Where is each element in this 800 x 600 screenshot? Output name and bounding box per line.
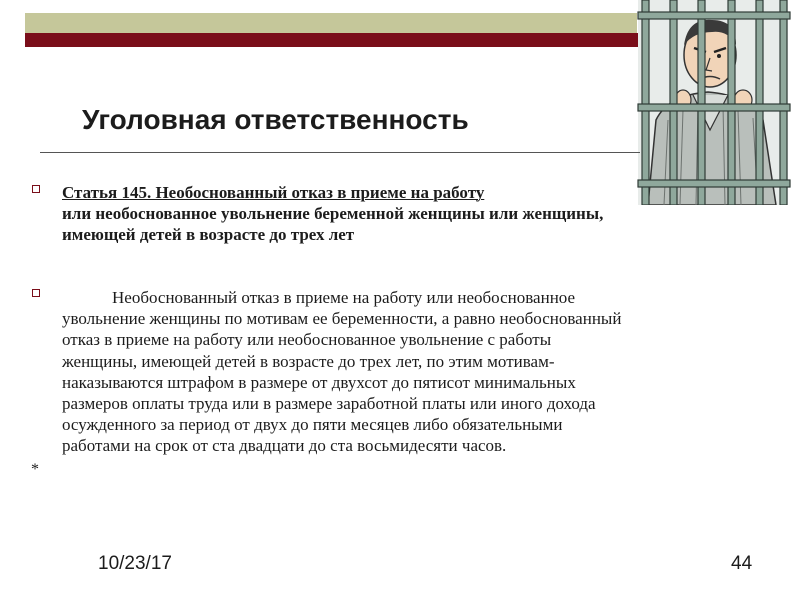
- article-text-line: размеров оплаты труда или в размере заработной платы или иного дохода: [62, 394, 596, 414]
- article-text-line: работами на срок от ста двадцати до ста восьмидесяти часов.: [62, 436, 507, 456]
- bullet-square-icon: [32, 289, 40, 297]
- prisoner-behind-bars-icon: [628, 0, 800, 205]
- article-text-line: женщины, имеющей детей в возрасте до трех лет, по этим мотивам-: [62, 351, 555, 371]
- article-text-line: увольнение женщины по мотивам ее беременности, а равно необоснованный: [62, 309, 622, 329]
- page-number: 44: [731, 553, 753, 574]
- article-text-line: наказываются штрафом в размере от двухсот до пятисот минимальных: [62, 372, 576, 392]
- bullet-square-icon: [32, 185, 40, 193]
- article-text-line: осужденного за период от двух до пяти месяцев либо обязательными: [62, 415, 563, 435]
- article-heading: [62, 182, 782, 245]
- article-text: [62, 287, 797, 457]
- title-divider: [40, 152, 640, 153]
- slide-title: Уголовная ответственность: [82, 104, 469, 135]
- article-heading-line-1: Статья 145. Необоснованный отказ в приеме на работу: [62, 183, 485, 202]
- article-text-line: Необоснованный отказ в приеме на работу или необоснованное: [112, 288, 576, 307]
- footer-date: 10/23/17: [98, 553, 172, 574]
- article-heading-line-3: имеющей детей в возрасте до трех лет: [62, 225, 355, 244]
- footnote-asterisk: *: [31, 461, 39, 478]
- header-bar-olive: [25, 13, 637, 33]
- article-text-line: отказ в приеме на работу или необоснованное увольнение с работы: [62, 330, 552, 350]
- article-heading-line-2: или необоснованное увольнение беременной женщины или женщины,: [62, 204, 604, 223]
